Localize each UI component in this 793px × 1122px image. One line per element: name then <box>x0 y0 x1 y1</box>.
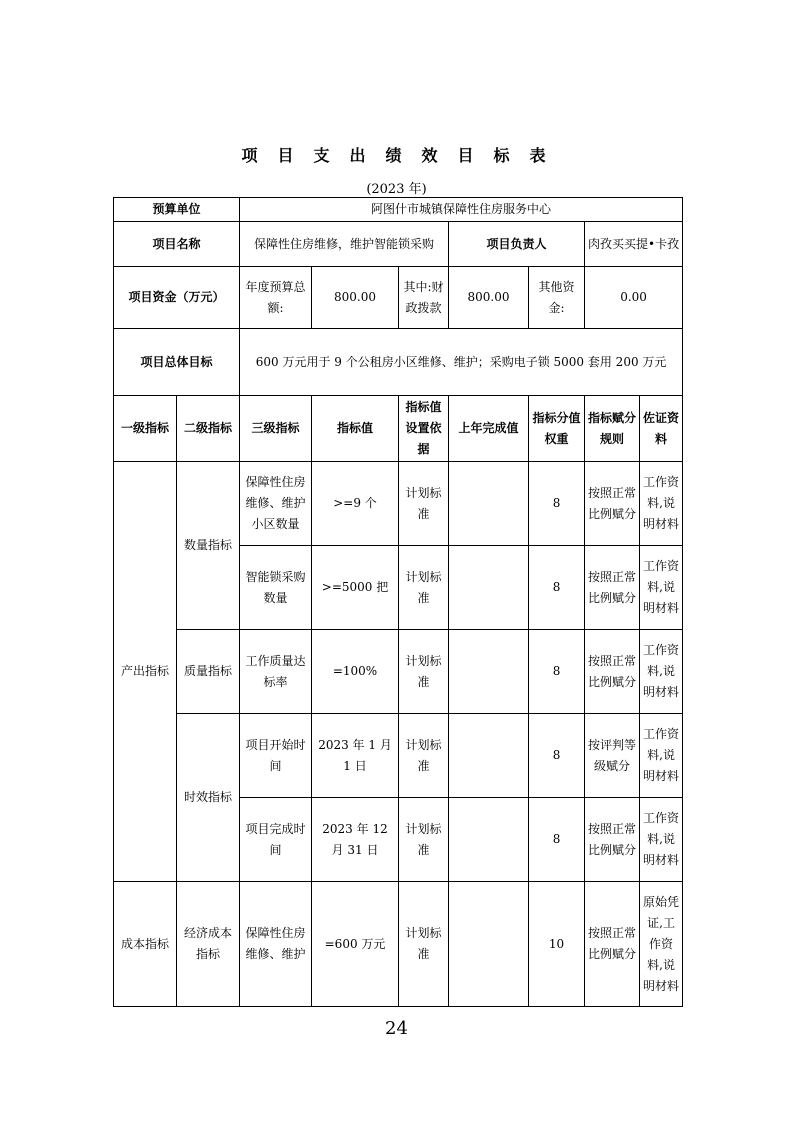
third-level-indicator: 保障性住房维修、维护 <box>240 882 312 1007</box>
other-funds-label: 其他资金: <box>529 267 585 329</box>
third-level-indicator: 项目完成时间 <box>240 798 312 882</box>
scoring-rule: 按照正常比例赋分 <box>585 546 640 630</box>
evidence: 工作资料,说明材料 <box>640 462 683 546</box>
column-header: 佐证资料 <box>640 396 683 462</box>
table-row <box>114 462 683 546</box>
indicator-weight: 8 <box>529 630 585 714</box>
indicator-basis: 计划标准 <box>399 630 449 714</box>
indicator-weight: 8 <box>529 714 585 798</box>
column-header: 指标赋分规则 <box>585 396 640 462</box>
evidence: 工作资料,说明材料 <box>640 630 683 714</box>
indicator-value: 2023 年 1 月 1 日 <box>312 714 399 798</box>
project-name-label: 项目名称 <box>114 222 240 267</box>
project-name-value: 保障性住房维修，维护智能锁采购 <box>240 222 449 267</box>
project-name-row <box>114 222 683 267</box>
indicator-value: =600 万元 <box>312 882 399 1007</box>
indicator-value: =100% <box>312 630 399 714</box>
table-year: (2023 年) <box>366 182 427 197</box>
budget-unit-value: 阿图什市城镇保障性住房服务中心 <box>240 198 683 222</box>
second-level-quantity: 数量指标 <box>177 462 240 630</box>
scoring-rule: 按照正常比例赋分 <box>585 882 640 1007</box>
performance-target-table <box>113 197 683 1007</box>
last-year-value <box>449 630 529 714</box>
indicator-basis: 计划标准 <box>399 546 449 630</box>
third-level-indicator: 工作质量达标率 <box>240 630 312 714</box>
third-level-indicator: 项目开始时间 <box>240 714 312 798</box>
goal-label: 项目总体目标 <box>114 329 240 396</box>
fiscal-value: 800.00 <box>449 267 529 329</box>
indicator-weight: 8 <box>529 798 585 882</box>
indicator-weight: 8 <box>529 546 585 630</box>
annual-total-value: 800.00 <box>312 267 399 329</box>
indicator-basis: 计划标准 <box>399 462 449 546</box>
indicator-value: >=9 个 <box>312 462 399 546</box>
indicator-value: >=5000 把 <box>312 546 399 630</box>
column-header: 上年完成值 <box>449 396 529 462</box>
page-title: 项目支出绩效目标表 <box>241 146 566 165</box>
evidence: 工作资料,说明材料 <box>640 546 683 630</box>
scoring-rule: 按照正常比例赋分 <box>585 798 640 882</box>
evidence: 工作资料,说明材料 <box>640 798 683 882</box>
budget-unit-row <box>114 198 683 222</box>
goal-row <box>114 329 683 396</box>
last-year-value <box>449 462 529 546</box>
last-year-value <box>449 546 529 630</box>
funds-row <box>114 267 683 329</box>
evidence: 工作资料,说明材料 <box>640 714 683 798</box>
scoring-rule: 按评判等级赋分 <box>585 714 640 798</box>
column-header: 一级指标 <box>114 396 177 462</box>
column-header: 指标值 <box>312 396 399 462</box>
first-level-cost: 成本指标 <box>114 882 177 1007</box>
column-header-row <box>114 396 683 462</box>
third-level-indicator: 保障性住房维修、维护小区数量 <box>240 462 312 546</box>
column-header: 二级指标 <box>177 396 240 462</box>
indicator-value: 2023 年 12 月 31 日 <box>312 798 399 882</box>
scoring-rule: 按照正常比例赋分 <box>585 462 640 546</box>
column-header: 三级指标 <box>240 396 312 462</box>
funds-label: 项目资金（万元） <box>114 267 240 329</box>
second-level-economic-cost: 经济成本指标 <box>177 882 240 1007</box>
column-header: 指标值设置依据 <box>399 396 449 462</box>
table-row <box>114 630 683 714</box>
second-level-timeliness: 时效指标 <box>177 714 240 882</box>
goal-value: 600 万元用于 9 个公租房小区维修、维护；采购电子锁 5000 套用 200 万元 <box>240 329 683 396</box>
other-funds-value: 0.00 <box>585 267 683 329</box>
responsible-label: 项目负责人 <box>449 222 585 267</box>
indicator-weight: 10 <box>529 882 585 1007</box>
column-header: 指标分值权重 <box>529 396 585 462</box>
last-year-value <box>449 882 529 1007</box>
page-number: 24 <box>385 1018 408 1039</box>
last-year-value <box>449 798 529 882</box>
first-level-output: 产出指标 <box>114 462 177 882</box>
third-level-indicator: 智能锁采购数量 <box>240 546 312 630</box>
budget-unit-label: 预算单位 <box>114 198 240 222</box>
indicator-basis: 计划标准 <box>399 798 449 882</box>
responsible-value: 肉孜买买提•卡孜 <box>585 222 683 267</box>
second-level-quality: 质量指标 <box>177 630 240 714</box>
evidence: 原始凭证,工作资料,说明材料 <box>640 882 683 1007</box>
indicator-basis: 计划标准 <box>399 714 449 798</box>
table-row <box>114 714 683 798</box>
indicator-basis: 计划标准 <box>399 882 449 1007</box>
last-year-value <box>449 714 529 798</box>
scoring-rule: 按照正常比例赋分 <box>585 630 640 714</box>
annual-total-label: 年度预算总额: <box>240 267 312 329</box>
table-row <box>114 882 683 1007</box>
fiscal-label: 其中:财政拨款 <box>399 267 449 329</box>
indicator-weight: 8 <box>529 462 585 546</box>
